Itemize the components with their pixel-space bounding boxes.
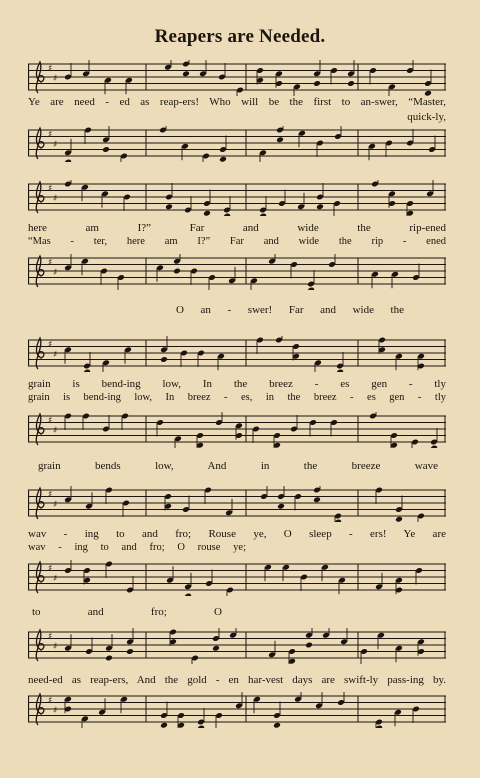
svg-text:♯: ♯ (53, 574, 58, 584)
treble-staff (28, 60, 446, 96)
lyric-line: grain is bend-ing low, In the breez - es gen - tly (28, 378, 446, 390)
svg-text:♯: ♯ (48, 184, 53, 194)
svg-text:♯: ♯ (48, 696, 53, 706)
lyric-line: Ye are need - ed as reap-ers! Who will be the first to an-swer, “Master, (28, 96, 446, 108)
svg-text:♯: ♯ (53, 642, 58, 652)
bass-staff (28, 692, 446, 728)
svg-text:♯: ♯ (53, 350, 58, 360)
svg-text:♯: ♯ (53, 500, 58, 510)
lyric-line: need-ed as reap-ers, And the gold - en har-vest days are swift-ly pass-ing by. (28, 674, 446, 686)
svg-text:♯: ♯ (48, 632, 53, 642)
lyric-line: “Mas - ter, here am I?” Far and wide the rip - ened (28, 236, 446, 247)
lyric-line: to and fro; O (32, 606, 222, 618)
lyric-line: quick-ly, (407, 111, 446, 123)
lyric-line: grain bends low, And in the breeze wave (38, 460, 438, 472)
treble-staff (28, 336, 446, 372)
svg-text:♯: ♯ (53, 268, 58, 278)
bass-staff (28, 412, 446, 448)
lyric-line: wav - ing to and fro; Rouse ye, O sleep - ers! Ye are (28, 528, 446, 540)
svg-text:♯: ♯ (48, 130, 53, 140)
lyric-line: wav - ing to and fro; O rouse ye; (28, 542, 246, 553)
treble-staff (28, 180, 446, 216)
svg-text:♯: ♯ (48, 416, 53, 426)
svg-text:♯: ♯ (48, 64, 53, 74)
svg-text:♯: ♯ (48, 490, 53, 500)
hymn-title: Reapers are Needed. (154, 26, 326, 47)
lyric-line: grain is bend-ing low, In breez - es, in the breez - es gen - tly (28, 392, 446, 403)
svg-text:♯: ♯ (48, 258, 53, 268)
bass-staff (28, 254, 446, 290)
lyric-line: here am I?” Far and wide the rip-ened (28, 222, 446, 234)
lyric-line: O an - swer! Far and wide the (176, 304, 404, 316)
svg-text:♯: ♯ (48, 564, 53, 574)
treble-staff (28, 486, 446, 522)
svg-text:♯: ♯ (53, 140, 58, 150)
treble-staff (28, 628, 446, 664)
svg-text:♯: ♯ (53, 194, 58, 204)
svg-text:♯: ♯ (48, 340, 53, 350)
bass-staff (28, 560, 446, 596)
svg-text:♯: ♯ (53, 426, 58, 436)
bass-staff (28, 126, 446, 162)
svg-text:♯: ♯ (53, 74, 58, 84)
svg-text:♯: ♯ (53, 706, 58, 716)
